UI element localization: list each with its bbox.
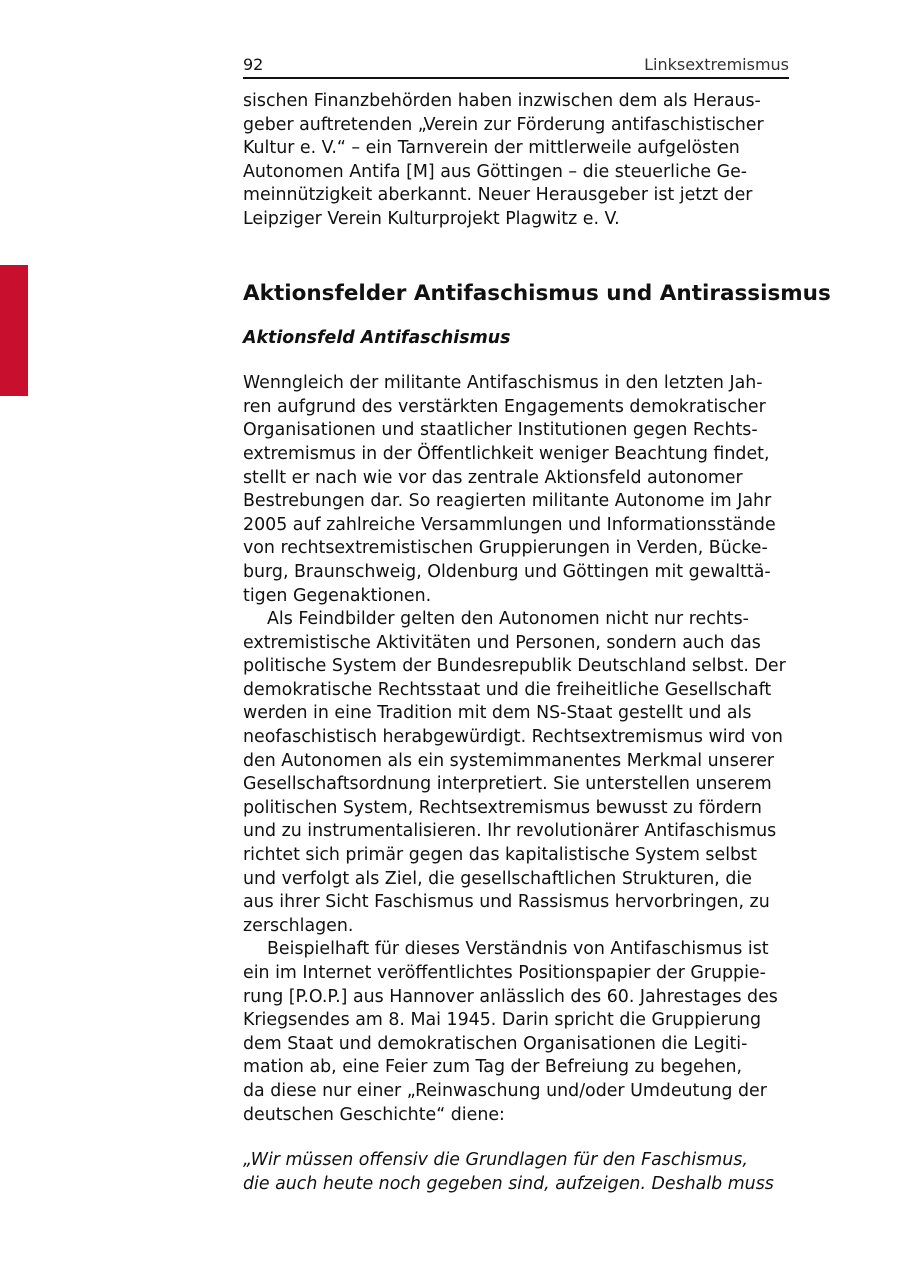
page-content bbox=[243, 90, 831, 1196]
text-line: den Autonomen als ein systemimmanentes Merkmal unserer bbox=[243, 750, 775, 771]
sub-heading: Aktionsfeld Antifaschismus bbox=[243, 327, 511, 348]
text-line: Kriegsendes am 8. Mai 1945. Darin spricht die Gruppierung bbox=[243, 1010, 761, 1031]
text-line: ren aufgrund des verstärkten Engagements demokratischer bbox=[243, 396, 766, 417]
text-line: Leipziger Verein Kulturprojekt Plagwitz e. V. bbox=[243, 208, 620, 229]
text-line: deutschen Geschichte“ diene: bbox=[243, 1104, 505, 1125]
section-heading: Aktionsfelder Antifaschismus und Antirassismus bbox=[243, 280, 831, 306]
page-number: 92 bbox=[243, 55, 264, 74]
block-quote bbox=[243, 1149, 789, 1196]
text-line: und zu instrumentalisieren. Ihr revolutionärer Antifaschismus bbox=[243, 821, 777, 842]
text-line: Autonomen Antifa [M] aus Göttingen – die steuerliche Ge- bbox=[243, 161, 748, 182]
text-line: extremistische Aktivitäten und Personen, sondern auch das bbox=[243, 632, 761, 653]
text-line: meinnützigkeit aberkannt. Neuer Herausgeber ist jetzt der bbox=[243, 185, 753, 206]
text-line: dem Staat und demokratischen Organisationen die Legiti- bbox=[243, 1033, 748, 1054]
text-line: richtet sich primär gegen das kapitalistische System selbst bbox=[243, 845, 757, 866]
text-line: tigen Gegenaktionen. bbox=[243, 585, 432, 606]
text-line: geber auftretenden „Verein zur Förderung antifaschistischer bbox=[243, 114, 764, 135]
text-line: rung [P.O.P.] aus Hannover anlässlich des 60. Jahrestages des bbox=[243, 986, 778, 1007]
text-line: Organisationen und staatlicher Institutionen gegen Rechts- bbox=[243, 420, 758, 441]
text-line: sischen Finanzbehörden haben inzwischen dem als Heraus- bbox=[243, 91, 761, 111]
text-line: politische System der Bundesrepublik Deutschland selbst. Der bbox=[243, 656, 786, 677]
text-line: Als Feindbilder gelten den Autonomen nicht nur rechts- bbox=[267, 609, 749, 630]
text-line: da diese nur einer „Reinwaschung und/oder Umdeutung der bbox=[243, 1080, 767, 1101]
text-line: neofaschistisch herabgewürdigt. Rechtsextremismus wird von bbox=[243, 727, 783, 748]
text-line: werden in eine Tradition mit dem NS-Staat gestellt und als bbox=[243, 703, 752, 724]
body-paragraph-1 bbox=[243, 372, 789, 608]
text-line: Kultur e. V.“ – ein Tarnverein der mittlerweile aufgelösten bbox=[243, 138, 740, 159]
body-paragraph-2 bbox=[243, 608, 789, 938]
body-paragraph-3 bbox=[243, 938, 789, 1127]
text-line: Beispielhaft für dieses Verständnis von Antifaschismus ist bbox=[267, 939, 769, 960]
text-line: ein im Internet veröffentlichtes Positionspapier der Gruppie- bbox=[243, 963, 766, 983]
text-line: burg, Braunschweig, Oldenburg und Göttingen mit gewalttä- bbox=[243, 561, 771, 582]
running-title: Linksextremismus bbox=[644, 55, 789, 74]
text-line: und verfolgt als Ziel, die gesellschaftlichen Strukturen, die bbox=[243, 868, 752, 889]
text-line: von rechtsextremistischen Gruppierungen in Verden, Bücke- bbox=[243, 538, 768, 559]
text-line: stellt er nach wie vor das zentrale Aktionsfeld autonomer bbox=[243, 467, 743, 488]
text-line: politischen System, Rechtsextremismus bewusst zu fördern bbox=[243, 797, 762, 818]
quote-line: die auch heute noch gegeben sind, aufzeigen. Deshalb muss bbox=[243, 1173, 774, 1194]
text-line: extremismus in der Öffentlichkeit weniger Beachtung findet, bbox=[243, 443, 770, 464]
text-line: mation ab, eine Feier zum Tag der Befreiung zu begehen, bbox=[243, 1057, 743, 1078]
text-line: demokratische Rechtsstaat und die freiheitliche Gesellschaft bbox=[243, 679, 772, 700]
text-line: Gesellschaftsordnung interpretiert. Sie unterstellen unserem bbox=[243, 774, 772, 795]
text-line: zerschlagen. bbox=[243, 915, 354, 936]
text-line: aus ihrer Sicht Faschismus und Rassismus hervorbringen, zu bbox=[243, 892, 770, 913]
chapter-marker-tab bbox=[0, 265, 28, 396]
text-line: Wenngleich der militante Antifaschismus in den letzten Jah- bbox=[243, 373, 763, 394]
text-line: 2005 auf zahlreiche Versammlungen und Informationsstände bbox=[243, 514, 776, 535]
text-line: Bestrebungen dar. So reagierten militante Autonome im Jahr bbox=[243, 491, 772, 512]
page-header bbox=[243, 53, 789, 79]
intro-paragraph bbox=[243, 90, 789, 232]
quote-line: „Wir müssen offensiv die Grundlagen für den Faschismus, bbox=[243, 1150, 748, 1171]
